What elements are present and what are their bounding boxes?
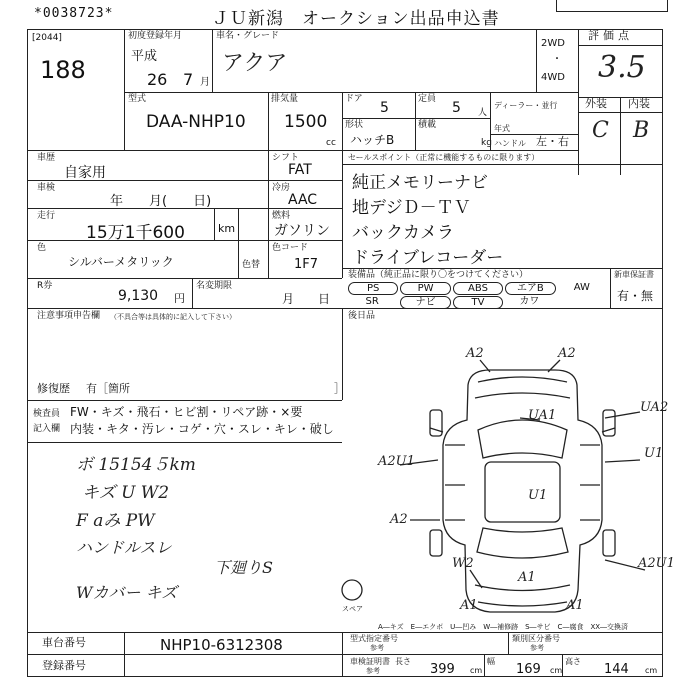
repaint-label: 色替 [242, 260, 261, 270]
handle-value: 左・右 [536, 135, 569, 148]
notes-sub: （不具合等は具体的に記入して下さい） [110, 313, 236, 321]
form-title: ＪＵ新潟 オークション出品申込書 [212, 9, 500, 29]
diagram-mark-a2u1-left: A2U1 [378, 454, 415, 469]
color-code-label: 色コード [272, 243, 309, 253]
height-value: 144 [604, 662, 629, 677]
equipment-r2-1[interactable]: ナビ [400, 296, 450, 309]
height-unit: cm [645, 666, 658, 675]
shift-value: FAT [288, 162, 312, 178]
sales-point-3: バックカメラ [352, 223, 454, 243]
registration-label: 登録番号 [42, 659, 86, 672]
load-label: 積載 [418, 120, 437, 130]
warranty-value: 有・無 [617, 289, 654, 303]
equipment-r2-2[interactable]: TV [453, 296, 503, 309]
interior-label: 内装 [628, 97, 650, 110]
cert-sub: 参考 [366, 667, 380, 675]
lot-number: 188 [40, 56, 86, 84]
recycle-value: 9,130 [118, 288, 159, 304]
first-reg-month: 7 [183, 70, 194, 89]
first-reg-year: 26 [147, 70, 168, 89]
color-value: シルバーメタリック [68, 255, 174, 269]
sales-point-4: ドライブレコーダー [352, 248, 504, 268]
aircon-label: 冷房 [272, 183, 291, 193]
equipment-r1-3[interactable]: エアB [505, 282, 555, 295]
grade-value: 3.5 [598, 50, 646, 85]
color-code-value: 1F7 [294, 257, 319, 272]
repair-label: 修復歴 [37, 382, 70, 395]
diagram-mark-w2: W2 [452, 556, 474, 571]
sales-point-1: 純正メモリーナビ [352, 173, 488, 193]
inspection-value: 年 月( 日) [110, 194, 212, 209]
lot-code: [2044] [32, 33, 62, 43]
mileage-label: 走行 [37, 211, 56, 221]
equipment-r1-4[interactable]: AW [573, 282, 590, 293]
doors-label: ドア [345, 94, 363, 104]
inspector-row-1: FW・キズ・飛石・ヒビ割・リペア跡・×要 [70, 405, 303, 419]
warranty-label: 新車保証書 [614, 270, 654, 279]
diagram-mark-ua1: UA1 [528, 408, 557, 423]
usage-label: 車歴 [37, 153, 56, 163]
inspector-row-2: 内装・キタ・汚レ・コゲ・穴・スレ・キレ・破し [70, 422, 334, 436]
equipment-label: 装備品（純正品に限り〇をつけてください） [348, 270, 529, 280]
mileage-unit: km [218, 222, 236, 235]
inspector-label-2: 記入欄 [33, 424, 61, 434]
inspection-label: 車検 [37, 183, 56, 193]
width-value: 169 [516, 662, 541, 677]
fuel-label: 燃料 [272, 211, 291, 221]
sales-point-2: 地デジＤ－ＴＶ [352, 198, 471, 218]
recycle-unit: 円 [174, 292, 185, 305]
handwritten-note-6: Wカバー キズ [76, 583, 178, 602]
drive-2wd: 2WD [541, 38, 565, 49]
diagram-mark-u1-roof: U1 [528, 488, 548, 503]
name-change-label: 名変期限 [196, 281, 233, 291]
recycle-label: R券 [37, 281, 53, 291]
inspector-label-1: 検査員 [33, 409, 61, 419]
color-label: 色 [37, 243, 47, 253]
repair-value: 有［箇所 [86, 382, 130, 395]
diagram-mark-a1-rear-left: A1 [460, 598, 478, 613]
capacity-label: 定員 [418, 94, 437, 104]
width-label: 幅 [487, 657, 495, 666]
equipment-row-1 [348, 282, 610, 294]
drive-4wd: 4WD [541, 72, 565, 83]
width-unit: cm [550, 666, 563, 675]
fuel-value: ガソリン [274, 223, 330, 239]
chassis-value: NHP10-6312308 [160, 636, 283, 654]
usage-value: 自家用 [64, 165, 106, 181]
displacement-label: 排気量 [271, 94, 299, 104]
grade-label: 評価点 [588, 29, 633, 42]
diagram-mark-a1-rear: A1 [518, 570, 536, 585]
sales-points-label: セールスポイント（正常に機能するものに限ります） [348, 153, 540, 162]
first-reg-month-unit: 月 [200, 77, 210, 88]
chassis-label: 車台番号 [42, 636, 86, 649]
name-change-value: 月 日 [282, 292, 331, 306]
first-reg-era: 平成 [131, 49, 158, 64]
height-label: 高さ [565, 657, 581, 666]
first-reg-label: 初度登録年月 [128, 31, 183, 41]
category-sub: 参考 [530, 644, 544, 652]
displacement-value: 1500 [284, 112, 328, 132]
model-label: 型式 [128, 94, 147, 104]
exterior-label: 外装 [585, 97, 607, 110]
interior-grade: B [633, 118, 650, 143]
displacement-unit: cc [326, 138, 336, 148]
diagram-mark-u1-right: U1 [644, 446, 664, 461]
equipment-r2-3[interactable]: カワ [519, 296, 540, 307]
car-name-value: アクア [222, 51, 288, 76]
capacity-unit: 人 [478, 108, 488, 118]
diagram-mark-a2-left: A2 [390, 512, 408, 527]
repair-close: ］ [334, 382, 345, 395]
diagram-mark-a2-front-left: A2 [466, 346, 484, 361]
car-name-label: 車名・グレード [216, 31, 280, 41]
dealer-label: ディーラー・並行 [494, 101, 558, 110]
equipment-row-2 [348, 296, 610, 308]
diagram-mark-a2-front-right: A2 [558, 346, 576, 361]
model-value: DAA-NHP10 [146, 112, 246, 132]
cert-label: 車検証明書 [350, 657, 390, 666]
aircon-value: AAC [288, 192, 318, 208]
spare-label: スペア [342, 605, 363, 613]
capacity-value: 5 [452, 100, 461, 116]
diagram-mark-a1-rear-right: A1 [566, 598, 584, 613]
model-designation-label: 型式指定番号 [350, 634, 398, 643]
length-value: 399 [430, 662, 455, 677]
body-shape-value: ハッチB [350, 133, 395, 147]
mileage-value: 15万1千600 [86, 223, 185, 243]
handle-label: ハンドル [494, 139, 526, 148]
handwritten-note-3: F aみ PW [76, 511, 155, 531]
length-unit: cm [470, 666, 483, 675]
length-label: 長さ [395, 657, 411, 666]
category-label: 類別区分番号 [512, 634, 560, 643]
notes-label: 注意事項申告欄 [37, 311, 101, 321]
exterior-grade: C [592, 118, 609, 143]
equipment-r1-1[interactable]: PW [400, 282, 450, 295]
diagram-legend: A―キズ E―エクボ U―凹み W―補修跡 S―サビ C―腐食 XX―交換済 [378, 623, 629, 631]
doors-value: 5 [380, 100, 389, 116]
shift-label: シフト [272, 153, 300, 163]
drive-dot: ・ [552, 54, 562, 65]
equipment-r1-2[interactable]: ABS [453, 282, 503, 295]
model-designation-sub: 参考 [370, 644, 384, 652]
handwritten-note-1: ボ 15154５km [76, 455, 196, 475]
serial-number: *0038723* [34, 6, 114, 21]
date-corner [556, 0, 668, 12]
handwritten-note-4: ハンドルスレ [76, 538, 172, 557]
equipment-r2-0[interactable]: SR [365, 296, 379, 307]
load-unit: kg [481, 138, 492, 148]
rear-seat-label: 後日品 [348, 311, 376, 321]
handwritten-note-2: キズ U W2 [82, 483, 170, 503]
equipment-r1-0[interactable]: PS [348, 282, 398, 295]
diagram-mark-ua2: UA2 [640, 400, 669, 415]
handwritten-note-5: 下廻りS [214, 558, 273, 577]
body-shape-label: 形状 [345, 120, 364, 130]
year-label: 年式 [494, 124, 510, 133]
diagram-mark-a2u1-right: A2U1 [638, 556, 675, 571]
